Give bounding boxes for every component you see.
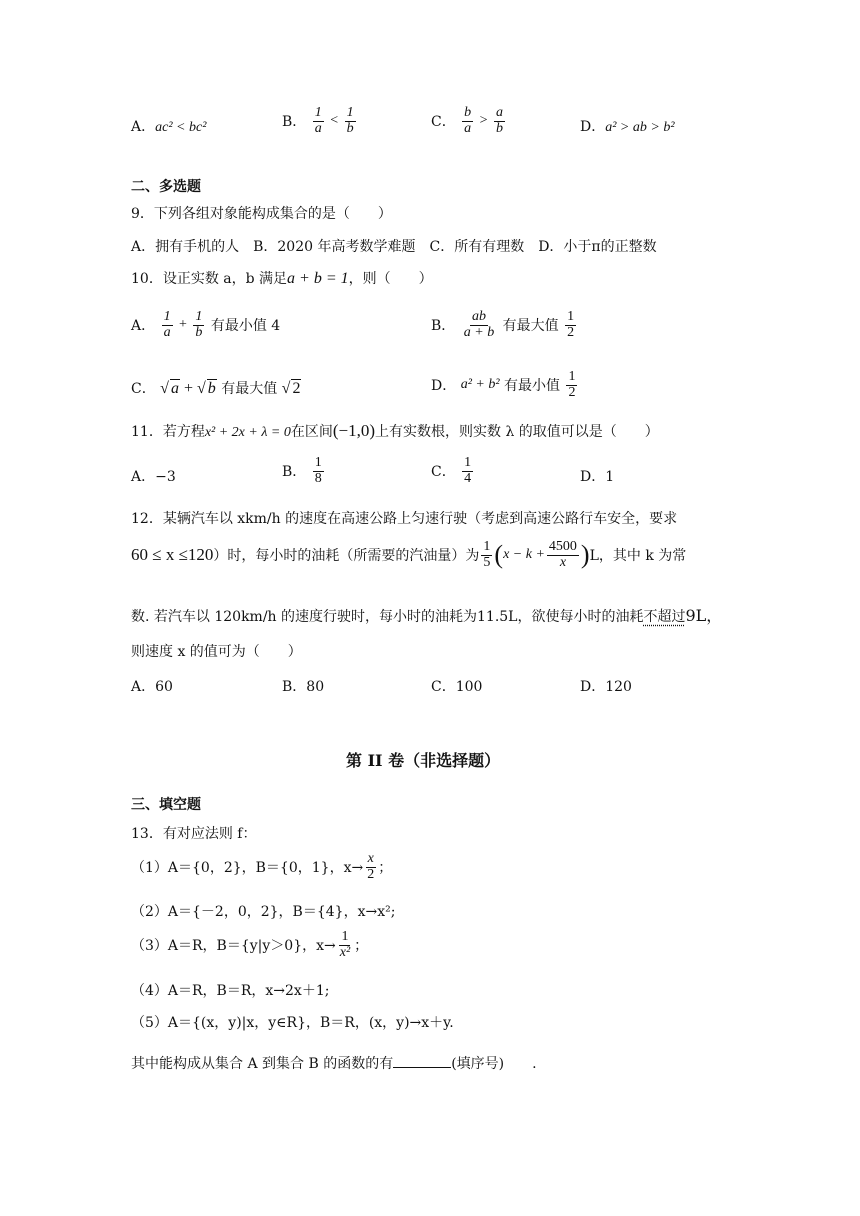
q8-a-math: ac² < bc² [155, 120, 207, 135]
q12-line1: 12．某辆汽车以 xkm/h 的速度在高速公路上匀速行驶（考虑到高速公路行车安全，要求 [131, 511, 678, 527]
part-two-title: 第 II 卷（非选择题） [346, 751, 501, 770]
q10-option-c: C． √ a + √ b 有最大值 √ 2 [131, 380, 301, 397]
q10-option-a: A． $\frac{1}{a}$ + $\frac{1}{b}$ 有最小值 4 [131, 309, 281, 340]
q11-stem: 11．若方程x² + 2x + λ = 0在区间(−1,0)上有实数根，则实数 λ 的取值可以是（ ） [131, 421, 659, 440]
q13-stem: 13．有对应法则 f： [131, 826, 257, 842]
q12-line3: 数. 若汽车以 120km/h 的速度行驶时，每小时的油耗为11.5L，欲使每小时的油耗不超过9L， [131, 606, 723, 625]
q8-option-a: A．ac² < bc² [131, 119, 207, 135]
answer-blank[interactable] [393, 1067, 451, 1068]
q8-option-b: B． $\frac{1}{a}$ < $\frac{1}{b}$ [282, 105, 354, 136]
q13-item-1: （1）A＝{0，2}，B＝{0，1}，x→ $\frac{x}{2}$ ； [131, 851, 393, 882]
section-heading-fill-blank: 三、填空题 [131, 797, 201, 813]
q13-item-2: （2）A＝{－2，0，2}，B＝{4}，x→x²; [131, 904, 396, 920]
q11-option-a: A．−3 [131, 469, 176, 485]
q8-option-d: D．a² > ab > b² [580, 119, 675, 135]
q12-line4: 则速度 x 的值可为（ ） [131, 644, 302, 660]
q9-stem: 9．下列各组对象能构成集合的是（ ） [131, 206, 392, 222]
section-heading-multi-choice: 二、多选题 [131, 179, 201, 195]
q13-item-4: （4）A＝R，B＝R，x→2x＋1; [131, 983, 330, 999]
q12-option-a: A．60 [131, 679, 173, 695]
q12-option-d: D．120 [580, 679, 632, 695]
q8-option-c: C． $\frac{b}{a}$ > $\frac{a}{b}$ [431, 105, 503, 136]
q12-option-b: B．80 [282, 679, 325, 695]
q12-option-c: C．100 [431, 679, 483, 695]
q11-option-d: D．1 [580, 469, 615, 485]
q11-option-c: C． $\frac{1}{4}$ [431, 455, 472, 486]
q11-option-b: B． $\frac{1}{8}$ [282, 455, 322, 486]
q13-item-5: （5）A＝{(x，y)|x，y∈R}，B＝R，(x，y)→x＋y. [131, 1015, 454, 1031]
q10-option-d: D． a² + b² 有最小值 $\frac{1}{2}$ [431, 369, 576, 400]
q13-item-3: （3）A＝R，B＝{y|y＞0}，x→ $\frac{1}{\text{x²}}$ ； [131, 929, 369, 960]
q12-line2: 60 ≤ x ≤120）时，每小时的油耗（所需要的汽油量）为 $\frac{1}{5}$ (x − k + $\frac{4500}{x}$ )L，其中 k 为常 [131, 539, 687, 570]
q10-option-b: B． $\frac{ab}{a + b}$ 有最大值 $\frac{1}{2}$ [431, 309, 575, 340]
q13-question: 其中能构成从集合 A 到集合 B 的函数的有 (填序号) . [131, 1056, 537, 1072]
q10-stem: 10．设正实数 a，b 满足a + b = 1，则（ ） [131, 270, 433, 287]
q9-options: A．拥有手机的人 B．2020 年高考数学难题 C．所有有理数 D．小于π的正整数 [131, 239, 657, 255]
